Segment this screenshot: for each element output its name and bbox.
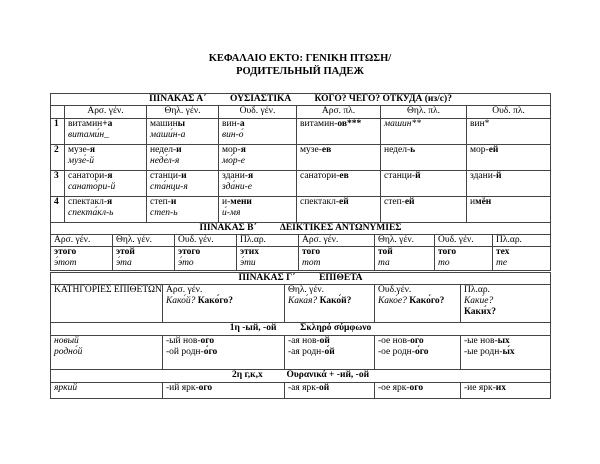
table-cell: зда́ни-я зда́ни-е	[219, 171, 297, 197]
row-number: 1	[51, 119, 65, 145]
section-header: 1η -ый, -ой Σκληρό σύμφωνο	[51, 323, 551, 336]
column-header: Ουδ. γέν.	[175, 235, 237, 247]
column-header: Θηλ. γέν.	[147, 106, 219, 119]
table-cell: Πλ.αρ. Каки́е? Каки́х?	[461, 285, 551, 323]
column-header: Αρσ. γέν.	[65, 106, 147, 119]
table-cell: тех те	[493, 247, 551, 271]
column-header: Ουδ. γέν.	[435, 235, 493, 247]
table-cell: маши́ны маши́н-а	[147, 119, 219, 145]
category-label: ΚΑΤΗΓΟΡΙΕΣ ΕΠΙΘΕΤΩΝ	[51, 285, 163, 323]
table-cell: ста́нци-и ста́нци-я	[147, 171, 219, 197]
table-cell: и́-мени и́-мя	[219, 197, 297, 223]
table-cell: сте́п-и степ-ь	[147, 197, 219, 223]
table-cell: э́тих э́ти	[237, 247, 299, 271]
table-cell: имён	[467, 197, 551, 223]
table-cell: -ое я́рк-ого	[375, 383, 461, 399]
table-cell: вин-а́ вин-о́	[219, 119, 297, 145]
column-header: Θηλ. πλ.	[381, 106, 467, 119]
table-cell: ста́нци-й	[381, 171, 467, 197]
table-adjectives-header: ΠΙΝΑΚΑΣ Γ΄ ΕΠΙΘΕΤΑ	[51, 273, 551, 285]
column-header: Ουδ. γέν.	[219, 106, 297, 119]
column-header: Πλ.αρ.	[493, 235, 551, 247]
table-cell: Θηλ. γέν. Кака́я? Како́й?	[285, 285, 375, 323]
table-cell: мор-е́й	[467, 145, 551, 171]
column-header: Αρσ. γέν.	[51, 235, 113, 247]
table-cell: санато́ри-ев	[297, 171, 381, 197]
table-cell: маши́н**	[381, 119, 467, 145]
table-cell: спекта́кл-ей	[297, 197, 381, 223]
table-cell	[51, 106, 65, 119]
table-row	[51, 197, 551, 223]
table-row	[51, 145, 551, 171]
table-cell: санато́ри-я санато́ри-й	[65, 171, 147, 197]
table-cell: музе́-я музе́-й	[65, 145, 147, 171]
column-header: Ουδ. πλ.	[467, 106, 551, 119]
table-cell: -ая но́в-ой -ая родн-о́й	[285, 336, 375, 370]
table-cell: -ый но́в-ого -ой родн-о́го	[163, 336, 285, 370]
section-header: 2η г,к,х Ουρανικά + -ий, -ой	[51, 370, 551, 383]
table-cell: зда́ни-й	[467, 171, 551, 197]
table-row	[51, 171, 551, 197]
table-cell: того́ тот	[299, 247, 375, 271]
table-adjectives	[50, 272, 551, 399]
table-cell: Αρσ. γέν. Како́й? Како́го?	[163, 285, 285, 323]
document-title-line1: ΚΕΦΑΛΑΙΟ ΕΚΤΟ: ΓΕΝΙΚΗ ΠΤΩΣΗ/	[208, 53, 392, 64]
column-header: Πλ.αρ.	[237, 235, 299, 247]
table-row	[51, 247, 551, 271]
table-demonstratives	[50, 222, 551, 271]
table-cell: -ий я́рк-ого	[163, 383, 285, 399]
row-number: 4	[51, 197, 65, 223]
table-cell: той та	[375, 247, 435, 271]
table-cell: неде́л-и неде́л-я	[147, 145, 219, 171]
table-cell: но́вый родно́й	[51, 336, 163, 370]
table-cell: мо́р-я мо́р-е	[219, 145, 297, 171]
table-cell: э́той э́та	[113, 247, 175, 271]
table-nouns	[50, 93, 551, 223]
table-cell: музе́-ев	[297, 145, 381, 171]
table-cell: вин*	[467, 119, 551, 145]
table-cell: -ое но́в-ого -ое родн-о́го	[375, 336, 461, 370]
column-header: Θηλ. γέν.	[113, 235, 175, 247]
column-header: Θηλ. γέν.	[375, 235, 435, 247]
table-cell: э́того э́то	[175, 247, 237, 271]
table-cell: спекта́кл-я спекта́кл-ь	[65, 197, 147, 223]
table-cell: -ые но́в-ых -ые родн-ы́х	[461, 336, 551, 370]
table-nouns-header: ΠΙΝΑΚΑΣ Α΄ ΟΥΣΙΑΣΤΙΚΑ КОГО? ЧЕГО? ОТКУДА (из/с)?	[51, 94, 551, 106]
column-header: Αρσ. γέν.	[299, 235, 375, 247]
table-row	[51, 285, 551, 323]
table-cell: витами́н+а витами́н_	[65, 119, 147, 145]
table-row	[51, 336, 551, 370]
document-title-line2: РОДИТЕЛЬНЫЙ ПАДЕЖ	[236, 66, 364, 77]
table-cell: Ουδ.γέν. Како́е? Како́го?	[375, 285, 461, 323]
table-cell: неде́л-ь	[381, 145, 467, 171]
table-cell: э́того э́тот	[51, 247, 113, 271]
table-row	[51, 383, 551, 399]
table-cell: -ая я́рк-ой	[285, 383, 375, 399]
table-cell: -ие я́рк-их	[461, 383, 551, 399]
row-number: 3	[51, 171, 65, 197]
table-demonstratives-header: ΠΙΝΑΚΑΣ Β΄ ΔΕΙΚΤΙΚΕΣ ΑΝΤΩΝΥΜΙΕΣ	[51, 223, 551, 235]
row-number: 2	[51, 145, 65, 171]
table-cell: витами́н-ов***	[297, 119, 381, 145]
table-cell: степ-е́й	[381, 197, 467, 223]
table-cell: того́ то	[435, 247, 493, 271]
table-row	[51, 119, 551, 145]
table-cell: я́ркий	[51, 383, 163, 399]
column-header: Αρσ. πλ.	[297, 106, 381, 119]
